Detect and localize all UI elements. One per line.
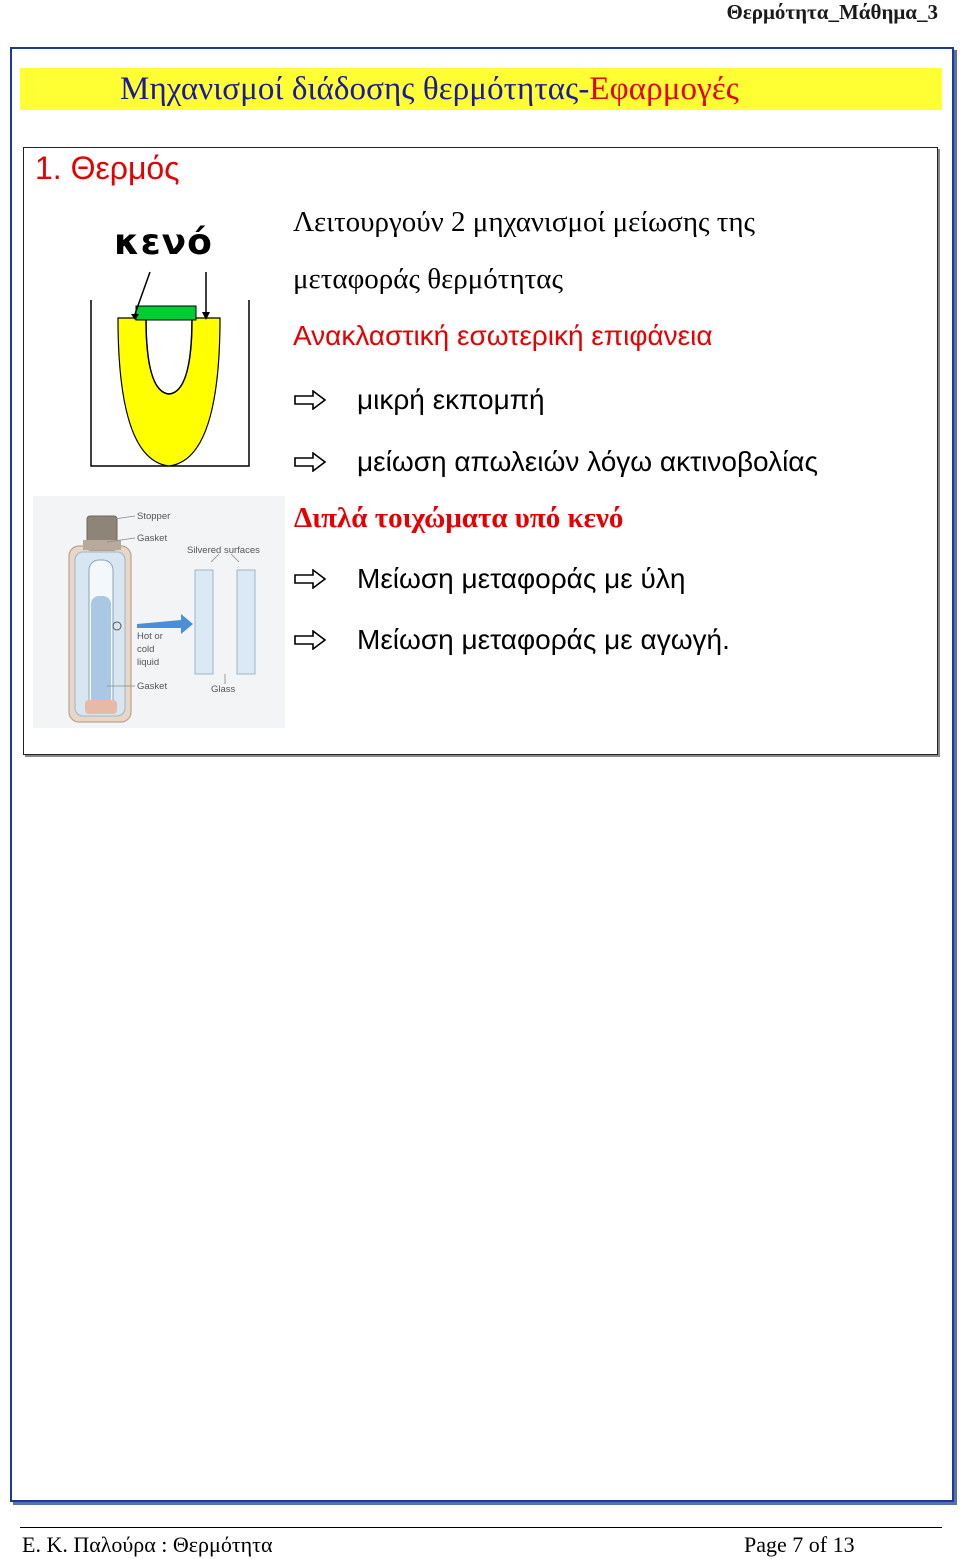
thermos-diagram [80, 270, 260, 470]
section-heading: 1. Θερμός [35, 150, 180, 186]
footer-author: Ε. Κ. Παλούρα : Θερμότητα [22, 1532, 273, 1557]
hollow-right-arrow-icon [293, 569, 327, 589]
label-gasket-bottom: Gasket [137, 681, 168, 692]
label-glass: Glass [211, 684, 236, 695]
header-doc-ref: Θερμότητα_Μάθημα_3 [726, 0, 938, 24]
label-stopper: Stopper [137, 511, 171, 522]
list-item [293, 563, 685, 595]
thermos-illustration [33, 496, 285, 728]
label-liquid-1: Hot or [137, 631, 163, 642]
mechanism-2-heading: Διπλά τοιχώματα υπό κενό [294, 502, 624, 534]
vacuum-label: κενό [114, 222, 213, 263]
footer-page-number: Page 7 of 13 [744, 1532, 855, 1557]
footer-divider [20, 1527, 942, 1528]
list-item [293, 384, 545, 416]
mechanism-1-heading: Ανακλαστική εσωτερική επιφάνεια [293, 320, 713, 351]
hollow-right-arrow-icon [293, 452, 327, 472]
list-item-text: μείωση απωλειών λόγω ακτινοβολίας [357, 446, 818, 477]
page-title [20, 68, 942, 110]
intro-line-2: μεταφοράς θερμότητας [293, 263, 563, 295]
list-item [293, 446, 818, 478]
label-silvered: Silvered surfaces [187, 545, 260, 556]
label-liquid-3: liquid [137, 657, 160, 668]
label-gasket-top: Gasket [137, 533, 168, 544]
list-item-text: Μείωση μεταφοράς με αγωγή. [357, 624, 730, 655]
hollow-right-arrow-icon [293, 390, 327, 410]
list-item [293, 624, 730, 656]
title-main: Μηχανισμοί διάδοσης θερμότητας- [120, 70, 590, 107]
list-item-text: μικρή εκπομπή [357, 384, 545, 415]
list-item-text: Μείωση μεταφοράς με ύλη [357, 563, 686, 594]
intro-line-1: Λειτουργούν 2 μηχανισμοί μείωσης της [293, 206, 756, 238]
hollow-right-arrow-icon [293, 630, 327, 650]
title-accent: Εφαρμογές [589, 70, 739, 107]
label-liquid-2: cold [137, 644, 155, 655]
